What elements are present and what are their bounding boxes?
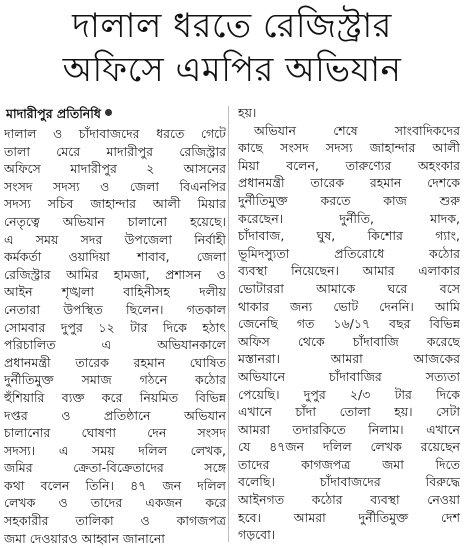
text-line: হুঁশিয়ারি ব্যক্ত করে নিয়মিত বিভিন্ন (4, 389, 226, 405)
byline (6, 104, 226, 124)
text-line: নেতারা উপস্থিত ছিলেন। গতকাল (4, 301, 226, 317)
text-line: পেয়েছি। দুপুর ২/৩ টার দিকে (238, 386, 460, 402)
text-line: যে ৪৭জন দলিল লেখক রয়েছেন (238, 439, 460, 455)
text-line: হয়। (238, 105, 257, 120)
text-line: জমির ক্রেতা-বিক্রেতাদের সঙ্গে (4, 460, 226, 476)
text-line: বলেছি। চাঁদাবাজদের বিরুদ্ধে (238, 474, 460, 490)
text-line: তাদের কাগজপত্র জমা দিতে (238, 456, 460, 472)
text-line: কর্মকর্তা ওয়াদিয়া শাবাব, জেলা (4, 249, 226, 265)
right-column (238, 104, 460, 544)
text-line: হবে। আমরা দুর্নীতিমুক্ত দেশ (238, 509, 460, 525)
article-body (4, 104, 460, 544)
headline (0, 0, 464, 100)
text-line: অফিসে মাদারীপুর ২ আসনের (4, 161, 226, 177)
text-line: প্রধানমন্ত্রী তারেক রহমান ঘোষিত (4, 354, 226, 370)
text-line: চাঁদাবাজ, ঘুষ, কিশোর গ্যাং, (238, 228, 460, 244)
text-line: আমরা তদারকিতে নিলাম। এখানে (238, 421, 460, 437)
text-line: কথা বলেন তিনি। ৪৭ জন দলিল (4, 477, 226, 493)
text-line: লেখক ও তাদের একজন করে (4, 495, 226, 511)
text-line: রেজিস্ট্রার আমির হামজা, প্রশাসন ও (4, 266, 226, 282)
text-line: আইনগত কঠোর ব্যবস্থা নেওয়া (238, 492, 460, 508)
text-line: দালাল ও চাঁদাবাজদের ধরতে গেটে (4, 126, 226, 141)
text-line: ভোটাররা আমাকে ঘরে বসে (238, 280, 460, 296)
text-line: সংসদ সদস্য ও জেলা বিএনপির (4, 178, 226, 194)
text-line: সহকারীর তালিকা ও কাগজপত্র (4, 513, 226, 529)
text-line: এ সময় সদর উপজেলা নির্বাহী (4, 231, 226, 247)
text-line: এখানে চাঁদা তোলা হয়। সেটা (238, 404, 460, 420)
text-line: চালানোর ঘোষণা দেন সংসদ (4, 425, 226, 441)
text-line: নেতৃত্বে অভিযান চালানো হয়েছে। (4, 213, 226, 229)
text-line: অভিযান শেষে সাংবাদিকদের (254, 122, 460, 138)
text-line: অফিস থেকে চাঁদাবাজি করেছে (238, 333, 460, 349)
text-line: জমা দেওয়ারও আহ্বান জানানো (4, 530, 165, 546)
text-line: অভিযানে চাঁদাবাজির সত্যতা (238, 368, 460, 384)
text-line: দুর্নীতিমুক্ত করতে কাজ শুরু (238, 192, 460, 208)
bullet-icon (105, 109, 112, 116)
text-line: সদস্য সচিব জাহান্দার আলী মিয়ার (4, 196, 226, 212)
text-line: প্রধানমন্ত্রী তারেক রহমান দেশকে (238, 175, 460, 191)
text-line: সোমবার দুপুর ১২ টার দিকে হঠাৎ (4, 319, 226, 335)
text-line: সদস্য। এ সময় দলিল লেখক, (4, 442, 226, 458)
text-line: থাকার জন্য ভোট দেননি। আমি (238, 298, 460, 314)
text-line: ভূমিদস্যুতা প্রতিরোধে কঠোর (238, 245, 460, 261)
text-line: দুর্নীতিমুক্ত সমাজ গঠনে কঠোর (4, 372, 226, 388)
text-line: জেনেছি গত ১৬/১৭ বছর বিভিন্ন (238, 316, 460, 332)
text-line: আইন শৃঙ্খলা বাহিনীসহ দলীয় (4, 284, 226, 300)
text-line: ব্যবস্থা নিয়েছেন। আমার এলাকার (238, 263, 460, 279)
text-line: কাছে সংসদ সদস্য জাহান্দার আলী (238, 140, 460, 156)
text-line: তালা মেরে মাদারীপুর রেজিস্ট্রার (4, 143, 226, 159)
byline-text: মাদারীপুর প্রতিনিধি (6, 106, 101, 121)
text-line: মিয়া বলেন, তারুণ্যের অহংকার (238, 157, 460, 173)
text-line: করেছেন। দুর্নীতি, মাদক, (238, 210, 460, 226)
text-line: দপ্তর ও প্রতিষ্ঠানে অভিযান (4, 407, 226, 423)
text-line: গড়বো। (238, 527, 276, 543)
headline-line-2: অফিসে এমপির অভিযান (62, 50, 402, 90)
text-line: পরিচালিত এ অভিযানকালে (4, 337, 226, 353)
left-column (4, 104, 226, 544)
headline-line-1: দালাল ধরতে রেজিস্ট্রার (72, 6, 392, 46)
text-line: মস্তানরা। আমরা আজকের (238, 351, 460, 367)
